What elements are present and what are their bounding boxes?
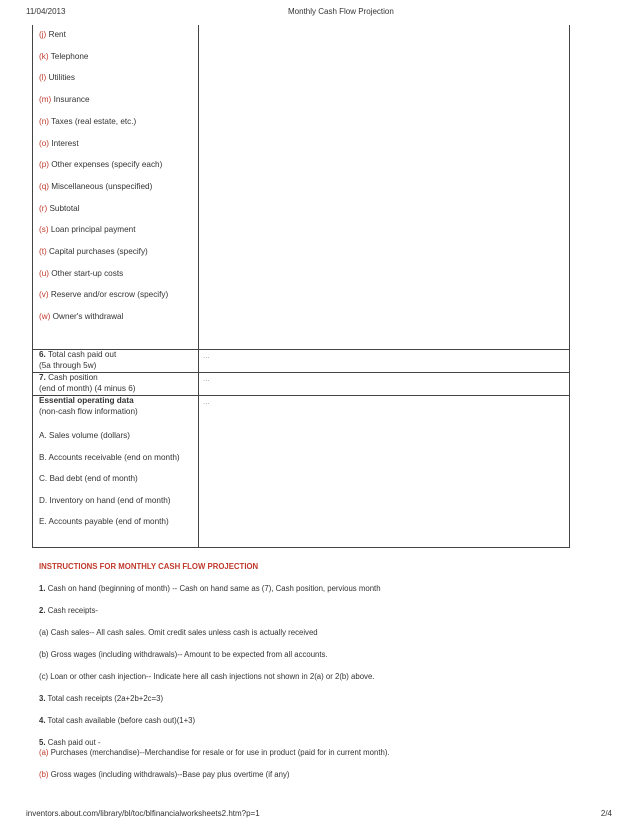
instruction-4: 4. Total cash available (before cash out)(1+3) [39, 716, 196, 725]
expense-item [39, 73, 75, 82]
instruction-2b: (b) Gross wages (including withdrawals)-- Amount to be expected from all accounts. [39, 650, 328, 659]
item-text: Owner's withdrawal [52, 312, 124, 322]
item-text: Interest [51, 138, 79, 148]
column-divider [198, 25, 199, 548]
footer-url[interactable]: inventors.about.com/library/bl/toc/blfinancialworksheets2.htm?p=1 [26, 809, 260, 818]
instruction-5: 5. Cash paid out - [39, 738, 101, 747]
item-letter: (t) [39, 247, 47, 256]
item-letter: (p) [39, 160, 50, 170]
expense-item [39, 269, 123, 278]
row-7-label: 7. Cash position (end of month) (4 minus 6) [39, 373, 136, 393]
row-7-value: ... [203, 374, 210, 383]
essential-item: B. Accounts receivable (end on month) [39, 452, 180, 462]
expense-item [39, 247, 148, 256]
footer-page: 2/4 [600, 809, 612, 818]
item-letter: (k) [39, 51, 49, 61]
item-letter: (o) [39, 138, 50, 148]
instruction-2: 2. Cash receipts- [39, 606, 98, 615]
expense-item [39, 312, 123, 321]
expense-item [39, 225, 136, 234]
instruction-2c: (c) Loan or other cash injection-- Indicate here all cash injections not shown in 2(a) or 2(b) above. [39, 672, 375, 681]
expense-item [39, 95, 90, 104]
essential-value: ... [203, 397, 210, 406]
item-text: Miscellaneous (unspecified) [51, 181, 153, 191]
cash-flow-table [32, 25, 570, 548]
expense-item [39, 182, 152, 191]
instruction-5a: (a) Purchases (merchandise)--Merchandise for resale or for use in product (paid for in current month). [39, 748, 390, 757]
essential-item: C. Bad debt (end of month) [39, 474, 138, 483]
item-text: Taxes (real estate, etc.) [51, 116, 137, 126]
instruction-2a: (a) Cash sales-- All cash sales. Omit credit sales unless cash is actually received [39, 628, 318, 637]
item-text: Reserve and/or escrow (specify) [50, 290, 169, 300]
item-text: Utilities [48, 73, 75, 83]
expense-item [39, 117, 136, 126]
instruction-5b: (b) Gross wages (including withdrawals)--Base pay plus overtime (if any) [39, 770, 290, 779]
expense-item [39, 139, 79, 148]
item-text: Subtotal [49, 203, 80, 213]
essential-item: A. Sales volume (dollars) [39, 431, 131, 440]
item-letter: (l) [39, 73, 47, 83]
item-letter: (w) [39, 312, 51, 322]
expense-item [39, 204, 80, 213]
expense-item [39, 160, 162, 169]
instruction-3: 3. Total cash receipts (2a+2b+2c=3) [39, 694, 164, 703]
essential-item: E. Accounts payable (end of month) [39, 517, 169, 526]
expense-item [39, 30, 66, 39]
row-6-label: 6. Total cash paid out (5a through 5w) [39, 350, 117, 370]
item-text: Telephone [50, 51, 89, 61]
item-letter: (q) [39, 181, 50, 191]
row-6-value: ... [203, 351, 210, 360]
item-letter: (v) [39, 290, 49, 300]
item-letter: (n) [39, 116, 50, 126]
item-text: Rent [48, 30, 66, 39]
item-letter: (r) [39, 203, 48, 213]
item-text: Insurance [53, 95, 90, 105]
item-text: Capital purchases (specify) [49, 247, 148, 256]
header-title: Monthly Cash Flow Projection [288, 7, 394, 16]
essential-title: Essential operating data (non-cash flow information) [39, 396, 138, 416]
instructions-title: INSTRUCTIONS FOR MONTHLY CASH FLOW PROJECTION [39, 562, 259, 571]
instruction-1: 1. Cash on hand (beginning of month) -- Cash on hand same as (7), Cash position, pervious month [39, 584, 381, 593]
item-text: Other start-up costs [51, 268, 124, 278]
item-text: Loan principal payment [50, 225, 136, 235]
item-text: Other expenses (specify each) [51, 160, 163, 170]
expense-item [39, 52, 88, 61]
header-date: 11/04/2013 [26, 7, 66, 16]
item-letter: (u) [39, 268, 50, 278]
item-letter: (m) [39, 95, 52, 105]
item-letter: (j) [39, 30, 47, 39]
essential-item: D. Inventory on hand (end of month) [39, 495, 171, 505]
item-letter: (s) [39, 225, 49, 235]
expense-item [39, 290, 168, 299]
